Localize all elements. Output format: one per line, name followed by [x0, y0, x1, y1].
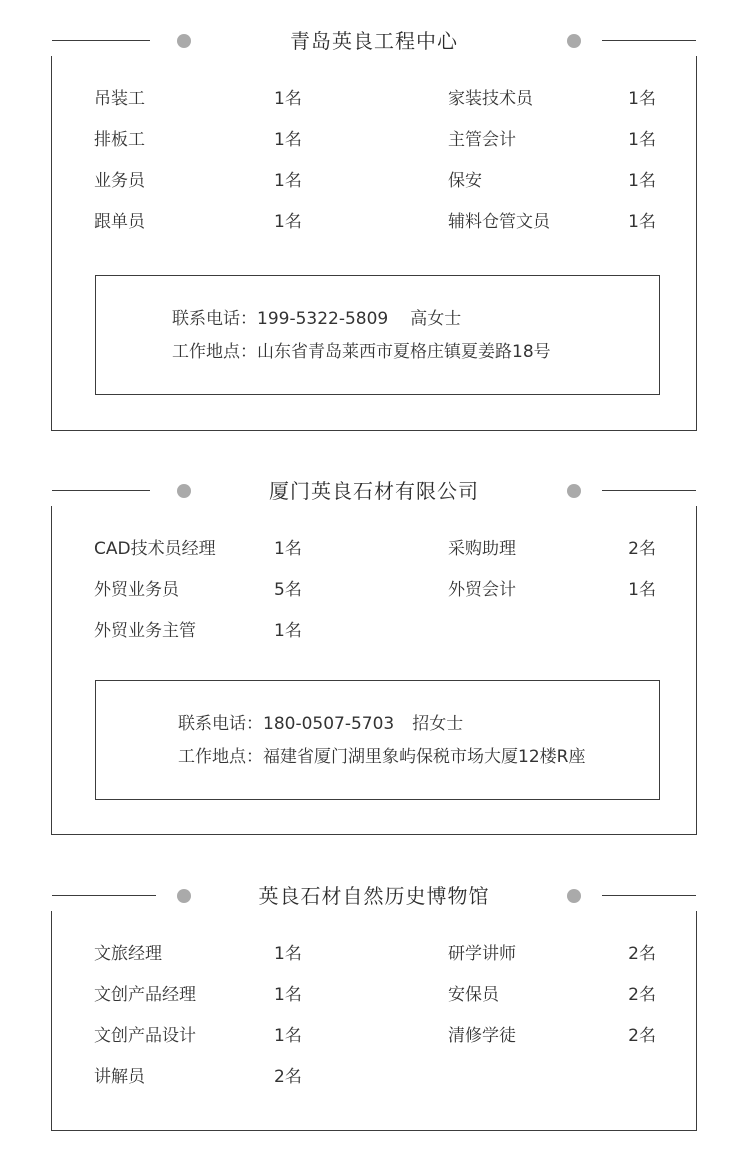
job-row: [52, 619, 698, 643]
job-row: [52, 87, 698, 111]
phone-number[interactable]: 180-0507-5703: [263, 714, 395, 734]
job-title: 吊装工: [94, 89, 145, 109]
address-label: 工作地点：: [178, 747, 263, 767]
work-address: 福建省厦门湖里象屿保税市场大厦12楼R座: [263, 747, 586, 767]
job-headcount: 1名: [274, 89, 302, 109]
section-title: 英良石材自然历史博物馆: [258, 884, 490, 908]
job-headcount: 2名: [628, 1026, 656, 1046]
job-title: 研学讲师: [448, 944, 516, 964]
job-headcount: 1名: [274, 985, 302, 1005]
job-title: 文创产品设计: [94, 1026, 196, 1046]
job-title: 采购助理: [448, 539, 516, 559]
job-headcount: 1名: [274, 171, 302, 191]
contact-address-line: [178, 745, 585, 769]
contact-address-line: [172, 340, 551, 364]
job-headcount: 1名: [274, 944, 302, 964]
job-title: 跟单员: [94, 212, 145, 232]
decorative-dot-icon: [567, 889, 581, 903]
job-headcount: 1名: [274, 539, 302, 559]
job-title: 外贸业务主管: [94, 621, 196, 641]
job-title: 讲解员: [94, 1067, 145, 1087]
decorative-dot-icon: [567, 34, 581, 48]
job-title: 主管会计: [448, 130, 516, 150]
job-row: [52, 942, 698, 966]
job-row: [52, 983, 698, 1007]
section-header: [50, 26, 698, 56]
header-line-right: [602, 895, 696, 896]
phone-label: 联系电话：: [172, 309, 257, 329]
job-headcount: 1名: [628, 580, 656, 600]
job-row: [52, 210, 698, 234]
job-row: [52, 169, 698, 193]
section-header: [50, 476, 698, 506]
job-headcount: 2名: [628, 944, 656, 964]
phone-label: 联系电话：: [178, 714, 263, 734]
contact-box: [95, 680, 660, 800]
job-title: 外贸会计: [448, 580, 516, 600]
job-headcount: 1名: [628, 212, 656, 232]
job-title: 安保员: [448, 985, 499, 1005]
phone-number[interactable]: 199-5322-5809: [257, 309, 389, 329]
job-headcount: 1名: [274, 621, 302, 641]
decorative-dot-icon: [567, 484, 581, 498]
job-row: [52, 1065, 698, 1089]
job-headcount: 1名: [274, 212, 302, 232]
job-row: [52, 128, 698, 152]
job-title: 外贸业务员: [94, 580, 179, 600]
section-title: 青岛英良工程中心: [290, 29, 458, 53]
job-headcount: 2名: [274, 1067, 302, 1087]
contact-person: 高女士: [410, 309, 462, 329]
contact-phone-line: [172, 307, 461, 331]
job-title: 排板工: [94, 130, 145, 150]
job-headcount: 2名: [628, 985, 656, 1005]
job-title: 清修学徒: [448, 1026, 516, 1046]
job-title: 家装技术员: [448, 89, 533, 109]
job-headcount: 2名: [628, 539, 656, 559]
job-title: 辅料仓管文员: [448, 212, 550, 232]
job-title: CAD技术员经理: [94, 539, 216, 559]
section-title: 厦门英良石材有限公司: [269, 479, 479, 503]
job-title: 保安: [448, 171, 482, 191]
work-address: 山东省青岛莱西市夏格庄镇夏姜路18号: [257, 342, 551, 362]
header-line-right: [602, 40, 696, 41]
job-headcount: 1名: [274, 1026, 302, 1046]
address-label: 工作地点：: [172, 342, 257, 362]
job-headcount: 1名: [274, 130, 302, 150]
section-qingdao-engineering-center: [51, 29, 697, 431]
section-natural-history-museum: [51, 884, 697, 1131]
job-headcount: 1名: [628, 130, 656, 150]
contact-phone-line: [178, 712, 463, 736]
job-title: 文旅经理: [94, 944, 162, 964]
header-line-right: [602, 490, 696, 491]
section-header: [50, 881, 698, 911]
job-row: [52, 537, 698, 561]
job-headcount: 1名: [628, 89, 656, 109]
job-headcount: 5名: [274, 580, 302, 600]
job-title: 业务员: [94, 171, 145, 191]
job-row: [52, 1024, 698, 1048]
section-xiamen-stone-company: [51, 479, 697, 835]
job-headcount: 1名: [628, 171, 656, 191]
contact-person: 招女士: [412, 714, 464, 734]
job-title: 文创产品经理: [94, 985, 196, 1005]
contact-box: [95, 275, 660, 395]
job-row: [52, 578, 698, 602]
